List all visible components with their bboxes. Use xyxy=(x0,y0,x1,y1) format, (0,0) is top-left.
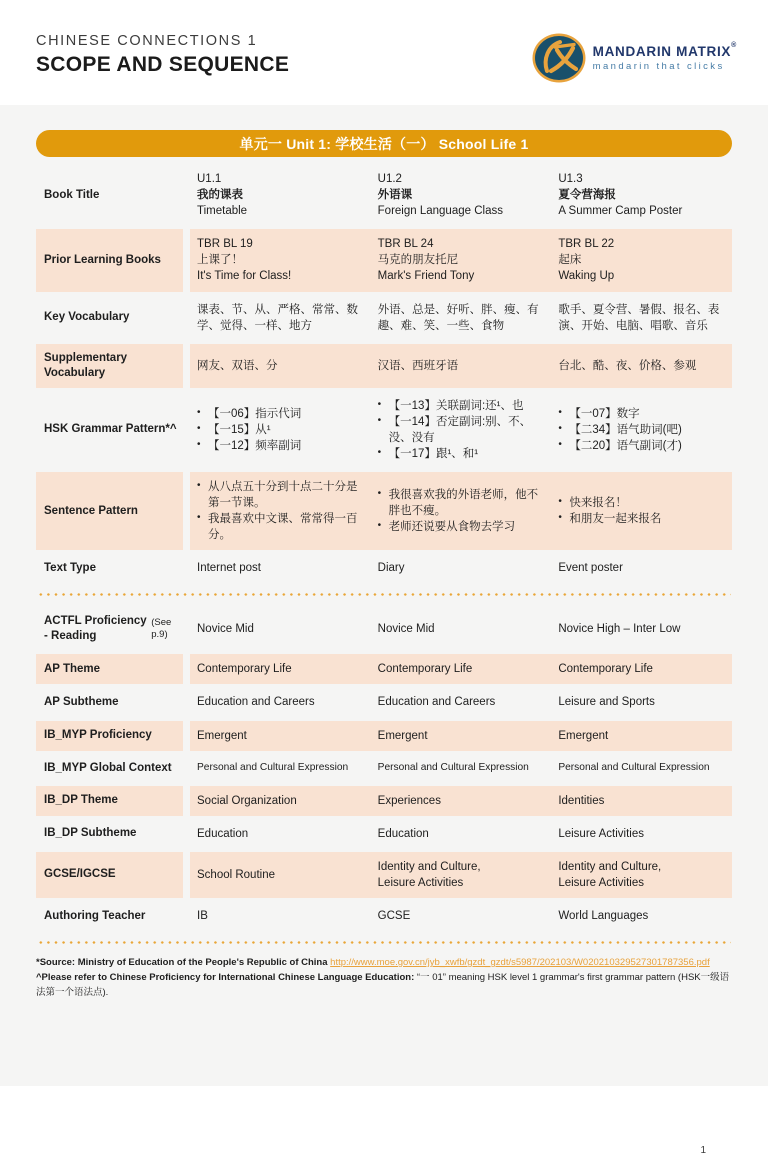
footnotes xyxy=(36,955,732,1001)
scope-sequence-table xyxy=(36,164,732,944)
bullet-dot-icon: • xyxy=(197,422,201,434)
table-row xyxy=(36,852,732,898)
cell-text: Experiences xyxy=(377,794,441,807)
bullet-dot-icon: • xyxy=(377,446,382,458)
cell-text: Education xyxy=(197,827,249,840)
table-row xyxy=(36,901,732,931)
row-cells xyxy=(190,229,732,291)
cell-bullet xyxy=(378,446,544,462)
table-cell xyxy=(190,351,371,381)
cell-line: Leisure Activities xyxy=(377,876,464,889)
bullet-text: 【一12】频率副词 xyxy=(208,439,302,452)
table-cell xyxy=(551,302,732,334)
mandarin-matrix-logo xyxy=(532,33,737,83)
table-cell xyxy=(371,351,552,381)
bullet-dot-icon: • xyxy=(558,512,562,524)
table-cell xyxy=(190,398,371,462)
bullet-dot-icon: • xyxy=(558,422,562,434)
han-character-badge-icon xyxy=(532,33,586,83)
bullet-text: 【一17】跟¹、和¹ xyxy=(388,447,479,460)
cell-text: Education and Careers xyxy=(197,696,315,709)
cell-line: 起床 xyxy=(558,254,582,267)
table-cell xyxy=(190,560,371,576)
table-cell xyxy=(551,398,732,462)
cell-text: Personal and Cultural Expression xyxy=(197,761,349,773)
cell-line: U1.1 xyxy=(197,173,222,185)
cell-line: Identity and Culture, xyxy=(558,860,662,873)
bullet-text: 老师还说要从食物去学习 xyxy=(388,521,516,534)
cell-line: A Summer Camp Poster xyxy=(558,205,683,218)
table-row xyxy=(36,295,732,341)
cell-line: Waking Up xyxy=(558,270,615,283)
cell-line: TBR BL 24 xyxy=(377,238,434,251)
table-row xyxy=(36,164,732,226)
cell-line: U1.3 xyxy=(558,173,583,185)
table-cell xyxy=(190,661,371,677)
row-cells xyxy=(190,721,732,751)
row-cells xyxy=(190,391,732,469)
table-cell xyxy=(551,479,732,543)
table-cell xyxy=(551,761,732,776)
cell-text: Emergent xyxy=(197,729,247,742)
page-number: 1 xyxy=(700,1145,706,1156)
cell-text: 歌手、夏令营、暑假、报名、表演、开始、电脑、唱歌、音乐 xyxy=(558,303,720,332)
row-label: Book Title xyxy=(44,188,100,201)
bullet-dot-icon: • xyxy=(558,406,562,418)
row-cells xyxy=(190,164,732,226)
row-label: GCSE/IGCSE xyxy=(36,852,183,898)
cell-line: 我的课表 xyxy=(197,189,243,202)
row-label: IB_MYP Proficiency xyxy=(36,721,183,751)
cell-line: Foreign Language Class xyxy=(377,205,503,218)
table-cell xyxy=(551,694,732,710)
table-cell xyxy=(371,302,552,334)
bullet-dot-icon: • xyxy=(558,438,562,450)
logo-text xyxy=(593,44,737,72)
cell-bullet xyxy=(558,495,724,511)
table-cell xyxy=(190,302,371,334)
row-label: IB_MYP Global Context xyxy=(44,761,172,774)
brand-name: MANDARIN MATRIX® xyxy=(592,42,737,59)
table-cell xyxy=(371,614,552,644)
row-label: Key Vocabulary xyxy=(44,311,130,324)
cell-text: Contemporary Life xyxy=(377,663,473,676)
table-cell xyxy=(190,694,371,710)
table-cell xyxy=(190,761,371,776)
table-cell xyxy=(190,614,371,644)
table-cell xyxy=(551,236,732,284)
table-row xyxy=(36,754,732,783)
bullet-dot-icon: • xyxy=(197,406,201,418)
cell-text: 外语、总是、好听、胖、瘦、有趣、难、笑、一些、食物 xyxy=(377,303,539,332)
table-cell xyxy=(190,728,371,744)
table-row xyxy=(36,721,732,751)
table-row xyxy=(36,607,732,651)
row-label: Text Type xyxy=(44,561,96,574)
bullet-dot-icon: • xyxy=(197,512,201,524)
source-note xyxy=(36,955,732,970)
cell-text: Social Organization xyxy=(197,794,297,807)
cell-text: Personal and Cultural Expression xyxy=(558,761,710,773)
cell-line: TBR BL 19 xyxy=(197,238,253,251)
dotted-divider xyxy=(37,593,731,596)
row-label: ACTFL Proficiency - Reading (See p.9) xyxy=(36,607,183,651)
table-cell xyxy=(190,171,371,219)
table-cell xyxy=(190,908,371,924)
cell-line: 马克的朋友托尼 xyxy=(377,254,459,267)
cell-line: U1.2 xyxy=(377,173,402,185)
table-cell xyxy=(371,761,552,776)
trademark-symbol: ® xyxy=(731,42,737,49)
content xyxy=(36,130,732,1001)
bullet-text: 【一07】数字 xyxy=(569,407,640,420)
cell-text: 课表、节、从、严格、常常、数学、觉得、一样、地方 xyxy=(197,303,358,332)
cell-text: 网友、双语、分 xyxy=(197,359,278,372)
table-row xyxy=(36,391,732,469)
row-label: Authoring Teacher xyxy=(44,909,146,922)
table-cell xyxy=(371,793,552,809)
cell-text: GCSE xyxy=(377,909,411,922)
bullet-dot-icon: • xyxy=(558,496,562,508)
cell-text: World Languages xyxy=(558,909,649,922)
cell-text: 汉语、西班牙语 xyxy=(377,359,459,372)
row-cells xyxy=(190,852,732,898)
cell-bullet xyxy=(378,519,544,535)
row-label: HSK Grammar Pattern*^ xyxy=(44,423,177,436)
hsk-note-text: “一 01” meaning HSK level 1 grammar's first grammar pattern (HSK一级语法第一个语法点). xyxy=(36,972,730,999)
cell-text: Contemporary Life xyxy=(558,663,653,676)
row-cells xyxy=(190,295,732,341)
series-title: CHINESE CONNECTIONS 1 xyxy=(36,33,258,49)
cell-line: TBR BL 22 xyxy=(558,238,615,251)
row-cells xyxy=(190,553,732,583)
bullet-dot-icon: • xyxy=(197,480,201,491)
cell-text: IB xyxy=(197,909,208,922)
table-cell xyxy=(371,661,552,677)
cell-bullet xyxy=(558,511,724,527)
table-cell xyxy=(190,479,371,543)
table-cell xyxy=(371,560,552,576)
cell-line: Identity and Culture, xyxy=(377,860,481,873)
cell-text: Emergent xyxy=(377,729,428,742)
cell-line: It's Time for Class! xyxy=(197,270,292,283)
dotted-divider xyxy=(37,941,731,944)
cell-bullet xyxy=(197,438,363,454)
row-cells xyxy=(190,344,732,388)
bullet-dot-icon: • xyxy=(377,414,382,426)
table-row xyxy=(36,472,732,550)
cell-line: 夏令营海报 xyxy=(558,189,616,202)
cell-bullet xyxy=(558,438,724,454)
table-cell xyxy=(551,859,732,891)
table-cell xyxy=(551,614,732,644)
cell-text: Novice High – Inter Low xyxy=(558,623,681,636)
bullet-text: 我很喜欢我的外语老师，他不胖也不瘦。 xyxy=(388,489,539,518)
cell-text: Event poster xyxy=(558,562,623,575)
cell-text: Contemporary Life xyxy=(197,663,292,676)
header-titles xyxy=(36,33,289,77)
hsk-note xyxy=(36,970,732,1000)
cell-text: Novice Mid xyxy=(197,623,254,636)
cell-bullet xyxy=(378,487,544,519)
table-cell xyxy=(551,171,732,219)
cell-text: 台北、酷、夜、价格、参观 xyxy=(558,359,697,372)
cell-text: Emergent xyxy=(558,729,609,742)
cell-bullet xyxy=(378,398,544,414)
bullet-dot-icon: • xyxy=(377,488,382,500)
table-row xyxy=(36,786,732,816)
row-label: IB_DP Theme xyxy=(36,786,183,816)
table-cell xyxy=(371,826,552,842)
cell-bullet xyxy=(197,422,363,438)
row-label: Prior Learning Books xyxy=(36,229,183,291)
table-cell xyxy=(190,826,371,842)
table-cell xyxy=(190,793,371,809)
bullet-text: 【一14】否定副词:别、不、没、没有 xyxy=(388,415,532,444)
cell-bullet xyxy=(197,479,363,511)
bullet-text: 【一15】从¹ xyxy=(208,423,271,436)
cell-text: Education xyxy=(377,827,429,840)
row-cells xyxy=(190,687,732,717)
bullet-text: 【一13】关联副词:还¹、也 xyxy=(388,399,524,412)
cell-bullet xyxy=(378,414,544,446)
cell-text: School Routine xyxy=(197,868,275,881)
table-cell xyxy=(551,728,732,744)
cell-line: Leisure Activities xyxy=(558,876,644,889)
source-note-label: *Source: Ministry of Education of the People's Republic of China xyxy=(36,957,331,969)
cell-text: Identities xyxy=(558,794,605,807)
doc-header xyxy=(0,0,768,105)
table-cell xyxy=(551,560,732,576)
row-cells xyxy=(190,786,732,816)
cell-bullet xyxy=(558,406,724,422)
row-cells xyxy=(190,819,732,849)
cell-text: Novice Mid xyxy=(377,623,435,636)
table-row xyxy=(36,819,732,849)
table-cell xyxy=(371,859,552,891)
table-row xyxy=(36,229,732,291)
bullet-text: 【二20】语气副词(才) xyxy=(569,439,682,452)
bullet-dot-icon: • xyxy=(377,520,382,532)
cell-line: 上课了！ xyxy=(197,254,243,267)
row-cells xyxy=(190,654,732,684)
row-cells xyxy=(190,754,732,783)
row-label: IB_DP Subtheme xyxy=(44,827,137,840)
table-cell xyxy=(371,171,552,219)
table-cell xyxy=(190,236,371,284)
table-cell xyxy=(371,398,552,462)
bullet-dot-icon: • xyxy=(377,398,382,410)
cell-text: Leisure and Sports xyxy=(558,696,655,709)
table-cell xyxy=(551,826,732,842)
row-label: Supplementary Vocabulary xyxy=(36,344,183,388)
cell-text: Internet post xyxy=(197,562,261,575)
cell-text: Personal and Cultural Expression xyxy=(377,761,529,773)
bullet-text: 从八点五十分到十点二十分是第一节课。 xyxy=(208,481,358,510)
bullet-text: 和朋友一起来报名 xyxy=(569,513,662,526)
row-cells xyxy=(190,901,732,931)
document-body xyxy=(0,105,768,1156)
table-row xyxy=(36,687,732,717)
table-row xyxy=(36,344,732,388)
row-label-note: (See p.9) xyxy=(151,617,172,641)
table-cell xyxy=(371,236,552,284)
table-cell xyxy=(371,908,552,924)
cell-bullet xyxy=(558,422,724,438)
cell-line: Mark's Friend Tony xyxy=(377,270,475,283)
bullet-dot-icon: • xyxy=(197,438,201,450)
table-cell xyxy=(551,661,732,677)
table-row xyxy=(36,553,732,583)
row-label: AP Theme xyxy=(36,654,183,684)
table-cell xyxy=(551,908,732,924)
table-cell xyxy=(551,351,732,381)
brand-tagline: mandarin that clicks xyxy=(592,61,725,72)
cell-text: Diary xyxy=(377,562,405,575)
cell-text: Education and Careers xyxy=(377,696,496,709)
bullet-text: 【一06】指示代词 xyxy=(208,407,302,420)
table-cell xyxy=(371,694,552,710)
table-cell xyxy=(371,728,552,744)
cell-line: Timetable xyxy=(197,205,248,218)
cell-bullet xyxy=(197,406,363,422)
row-cells xyxy=(190,472,732,550)
bullet-text: 我最喜欢中文课、常常得一百分。 xyxy=(208,513,358,542)
cell-text: Leisure Activities xyxy=(558,827,644,840)
cell-bullet xyxy=(197,511,363,543)
unit-banner: 单元一 Unit 1: 学校生活（一） School Life 1 xyxy=(36,130,732,157)
source-link[interactable]: http://www.moe.gov.cn/jyb_xwfb/gzdt_gzdt/s5987/202103/W020210329527301787356.pdf xyxy=(330,957,710,969)
page-title: SCOPE AND SEQUENCE xyxy=(36,53,290,76)
bullet-text: 快来报名！ xyxy=(569,497,627,510)
table-cell xyxy=(371,479,552,543)
hsk-note-label: ^Please refer to Chinese Proficiency for International Chinese Language Education: xyxy=(36,972,417,984)
table-cell xyxy=(190,859,371,891)
bullet-text: 【二34】语气助词(吧) xyxy=(569,423,682,436)
cell-line: 外语课 xyxy=(377,189,413,202)
table-cell xyxy=(551,793,732,809)
row-label: Sentence Pattern xyxy=(36,472,183,550)
row-cells xyxy=(190,607,732,651)
table-row xyxy=(36,654,732,684)
row-label: AP Subtheme xyxy=(44,696,119,709)
